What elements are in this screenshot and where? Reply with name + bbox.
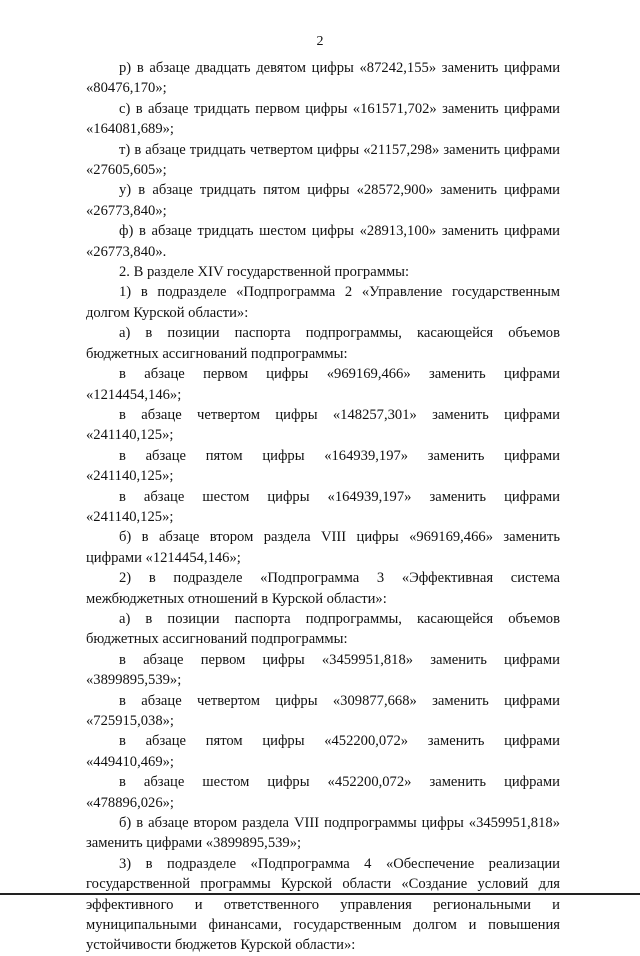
word: пятом: [205, 733, 243, 750]
word: цифры: [262, 651, 305, 668]
paragraph: 1) в подразделе «Подпрограмма 2 «Управление государственным долгом Курской области»:: [86, 284, 560, 321]
word: в: [119, 447, 126, 464]
word: цифрами: [504, 774, 560, 791]
line-continuation: «3899895,539»;: [86, 672, 182, 689]
spaced-line: [86, 731, 560, 751]
paragraph: б) в абзаце втором раздела VIII подпрограммы цифры «3459951,818» заменить цифрами «3899895,539»;: [86, 815, 560, 852]
word: абзаце: [141, 406, 182, 423]
word: цифры: [262, 733, 305, 750]
paragraph: 2) в подразделе «Подпрограмма 3 «Эффективная система межбюджетных отношений в Курской области»:: [86, 570, 560, 607]
word: в: [119, 774, 126, 791]
line-continuation: «449410,469»;: [86, 753, 174, 770]
line-continuation: «1214454,146»;: [86, 386, 182, 403]
word: цифрами: [504, 692, 560, 709]
word: четвертом: [197, 406, 261, 423]
word: цифры: [266, 366, 309, 383]
word: «148257,301»: [332, 406, 417, 423]
word: абзаце: [141, 692, 182, 709]
line-continuation: «478896,026»;: [86, 794, 174, 811]
word: цифрами: [504, 447, 560, 464]
word: «164939,197»: [324, 447, 409, 464]
word: абзаце: [143, 651, 184, 668]
paragraph: у) в абзаце тридцать пятом цифры «28572,900» заменить цифрами «26773,840»;: [86, 182, 560, 219]
spaced-line: [86, 772, 560, 792]
word: «452200,072»: [324, 733, 409, 750]
line-continuation: «241140,125»;: [86, 427, 174, 444]
paragraph: а) в позиции паспорта подпрограммы, касающейся объемов бюджетных ассигнований подпрограммы:: [86, 325, 560, 362]
word: заменить: [430, 651, 487, 668]
word: «309877,668»: [332, 692, 417, 709]
word: первом: [200, 651, 246, 668]
paragraph: т) в абзаце тридцать четвертом цифры «21157,298» заменить цифрами «27605,605»;: [86, 141, 560, 179]
paragraph: р) в абзаце двадцать девятом цифры «87242,155» заменить цифрами «80476,170»;: [86, 60, 560, 97]
spaced-line: [86, 405, 560, 425]
word: заменить: [432, 406, 489, 423]
word: «3459951,818»: [321, 651, 414, 668]
word: шестом: [202, 774, 250, 791]
word: цифры: [262, 447, 305, 464]
spaced-line: [86, 446, 560, 466]
word: заменить: [429, 774, 487, 791]
word: заменить: [427, 447, 485, 464]
paragraph: 2. В разделе XIV государственной программы:: [119, 264, 410, 281]
paragraph: 3) в подразделе «Подпрограмма 4 «Обеспечение реализации государственной программы Курской области «Создание условий для эффективного и ответственного управления региональными и муниципальными финансами, государственным долгом и повышения устойчивости бюджетов Курской области»:: [86, 855, 560, 954]
page-number: 2: [316, 34, 324, 49]
line-continuation: «241140,125»;: [86, 468, 174, 485]
word: цифрами: [504, 651, 560, 668]
word: в: [119, 406, 126, 423]
word: цифры: [267, 488, 310, 505]
spaced-line: [86, 487, 560, 507]
word: цифры: [267, 774, 310, 791]
word: в: [119, 692, 126, 709]
word: цифрами: [504, 488, 560, 505]
word: в: [119, 651, 126, 668]
word: четвертом: [197, 692, 261, 709]
line-continuation: «241140,125»;: [86, 508, 174, 525]
word: абзаце: [145, 447, 187, 464]
word: абзаце: [145, 733, 187, 750]
word: заменить: [429, 488, 487, 505]
word: в: [119, 733, 126, 750]
word: цифрами: [504, 406, 560, 423]
word: в: [119, 366, 126, 383]
word: абзаце: [143, 488, 185, 505]
bottom-rule: [0, 893, 640, 895]
paragraph: б) в абзаце втором раздела VIII цифры «969169,466» заменить цифрами «1214454,146»;: [86, 529, 560, 566]
word: первом: [203, 366, 248, 383]
word: «969169,466»: [326, 366, 411, 383]
word: цифры: [275, 692, 318, 709]
word: шестом: [202, 488, 250, 505]
paragraph: ф) в абзаце тридцать шестом цифры «28913,100» заменить цифрами «26773,840».: [86, 223, 560, 260]
document-body: [86, 58, 560, 956]
spaced-line: [86, 691, 560, 711]
spaced-line: [86, 364, 560, 384]
word: заменить: [429, 366, 486, 383]
word: «164939,197»: [327, 488, 412, 505]
paragraph: с) в абзаце тридцать первом цифры «161571,702» заменить цифрами «164081,689»;: [86, 100, 560, 138]
word: цифрами: [504, 366, 560, 383]
word: абзаце: [144, 366, 185, 383]
paragraph: а) в позиции паспорта подпрограммы, касающейся объемов бюджетных ассигнований подпрограммы:: [86, 610, 560, 648]
word: цифрами: [504, 733, 560, 750]
word: пятом: [205, 447, 243, 464]
word: заменить: [432, 692, 489, 709]
word: «452200,072»: [327, 774, 412, 791]
spaced-line: [86, 650, 560, 670]
word: цифры: [275, 406, 318, 423]
word: абзаце: [143, 774, 185, 791]
word: заменить: [427, 733, 485, 750]
line-continuation: «725915,038»;: [86, 713, 174, 729]
word: в: [119, 488, 126, 505]
